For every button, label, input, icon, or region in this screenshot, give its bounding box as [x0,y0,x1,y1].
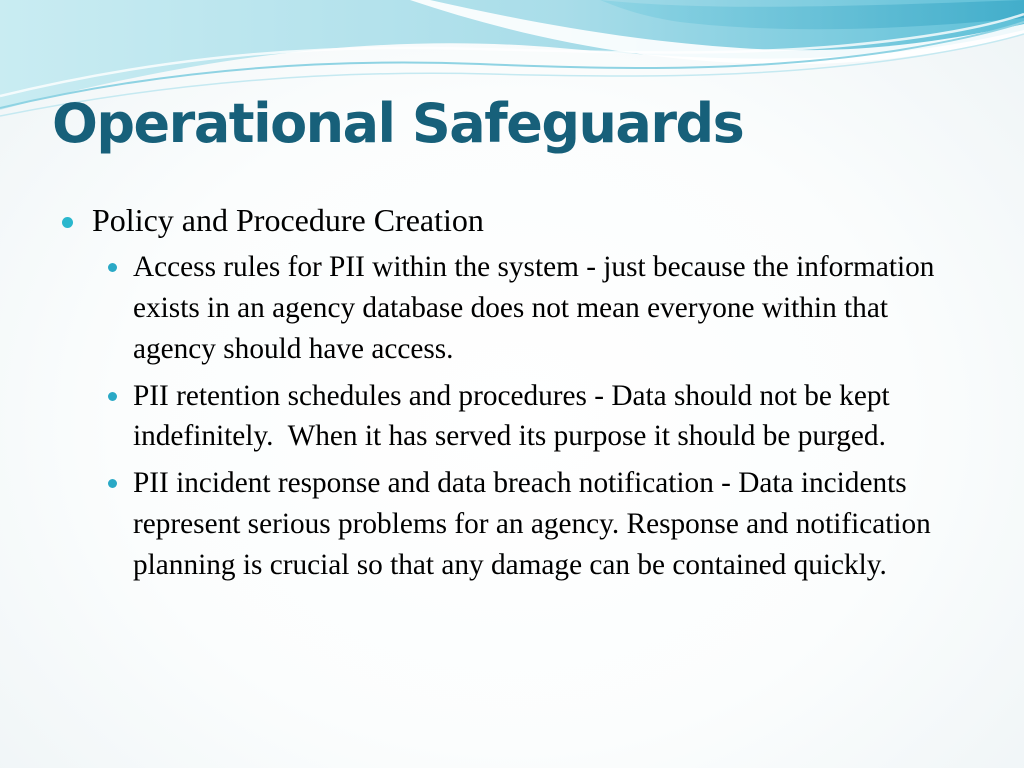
bullet-level1 [62,200,982,241]
sub-bullet-incident-response [62,463,963,586]
round-bullet-icon [62,217,73,228]
slide-content [62,200,982,592]
sub-bullet-text: PII retention schedules and procedures - Data should not be kept indefinitely. When it has served its purpose it should be purged. [133,379,897,453]
round-bullet-icon [108,392,117,401]
sub-bullet-retention [62,376,963,458]
sub-bullet-text: Access rules for PII within the system - just because the information exists in an agency database does not mean everyone within that agency should have access. [133,250,935,365]
sub-bullet-access-rules [62,247,963,370]
sub-bullet-text: PII incident response and data breach notification - Data incidents represent serious problems for an agency. Response and notification planning is crucial so that any damage can be contained quickly. [133,467,931,581]
round-bullet-icon [108,263,117,272]
sub-bullet-list [62,247,982,586]
slide-title: Operational Safeguards [52,92,744,155]
bullet-level1-text: Policy and Procedure Creation [92,202,484,238]
round-bullet-icon [108,479,117,488]
